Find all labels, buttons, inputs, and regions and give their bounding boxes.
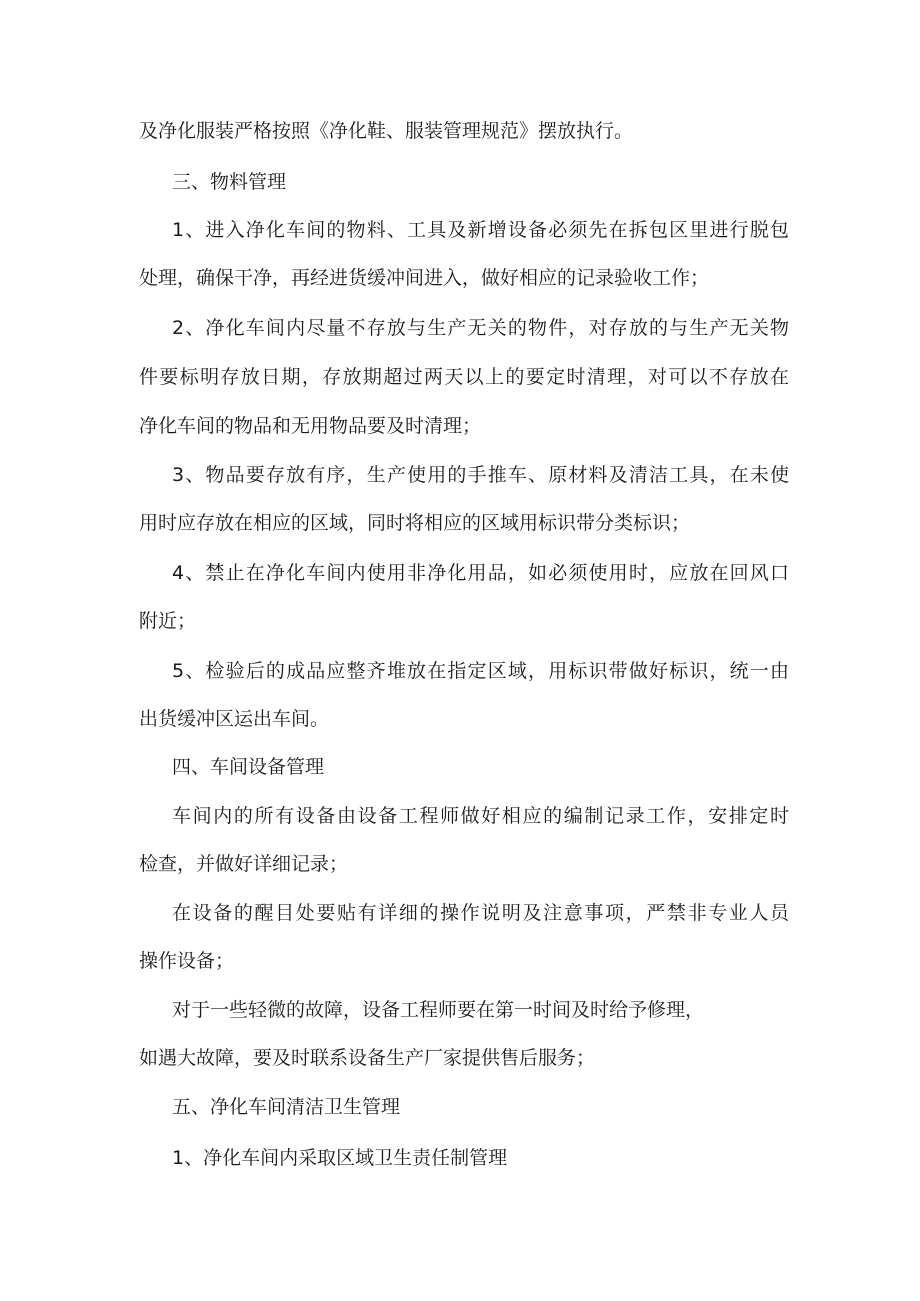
text-line: 5、检验后的成品应整齐堆放在指定区域，用标识带做好标识，统一由 (172, 660, 789, 682)
text-line: 处理，确保干净，再经进货缓冲间进入，做好相应的记录验收工作； (139, 267, 710, 289)
text-line: 1、净化车间内采取区域卫生责任制管理 (172, 1147, 508, 1169)
text-line: 1、进入净化车间的物料、工具及新增设备必须先在拆包区里进行脱包 (172, 219, 789, 241)
text-line: 如遇大故障，要及时联系设备生产厂家提供售后服务； (139, 1047, 596, 1069)
text-line: 操作设备； (139, 950, 235, 972)
text-line: 对于一些轻微的故障，设备工程师要在第一时间及时给予修理， (172, 999, 705, 1021)
section-heading: 五、净化车间清洁卫生管理 (172, 1096, 401, 1118)
text-line: 4、禁止在净化车间内使用非净化用品，如必须使用时，应放在回风口 (172, 562, 789, 584)
text-line: 检查，并做好详细记录； (139, 853, 349, 875)
text-line: 3、物品要存放有序，生产使用的手推车、原材料及清洁工具，在未使 (172, 464, 789, 486)
text-line: 车间内的所有设备由设备工程师做好相应的编制记录工作，安排定时 (172, 805, 789, 827)
text-line: 附近； (139, 610, 197, 632)
section-heading: 三、物料管理 (172, 171, 287, 193)
text-line: 及净化服装严格按照《净化鞋、服装管理规范》摆放执行。 (139, 120, 634, 142)
text-line: 用时应存放在相应的区域，同时将相应的区域用标识带分类标识； (139, 512, 691, 534)
text-line: 出货缓冲区运出车间。 (139, 708, 330, 730)
text-line: 2、净化车间内尽量不存放与生产无关的物件，对存放的与生产无关物 (172, 317, 789, 339)
text-line: 净化车间的物品和无用物品要及时清理； (139, 415, 482, 437)
section-heading: 四、车间设备管理 (172, 756, 325, 778)
text-line: 在设备的醒目处要贴有详细的操作说明及注意事项，严禁非专业人员 (172, 902, 789, 924)
text-line: 件要标明存放日期，存放期超过两天以上的要定时清理，对可以不存放在 (139, 366, 789, 388)
